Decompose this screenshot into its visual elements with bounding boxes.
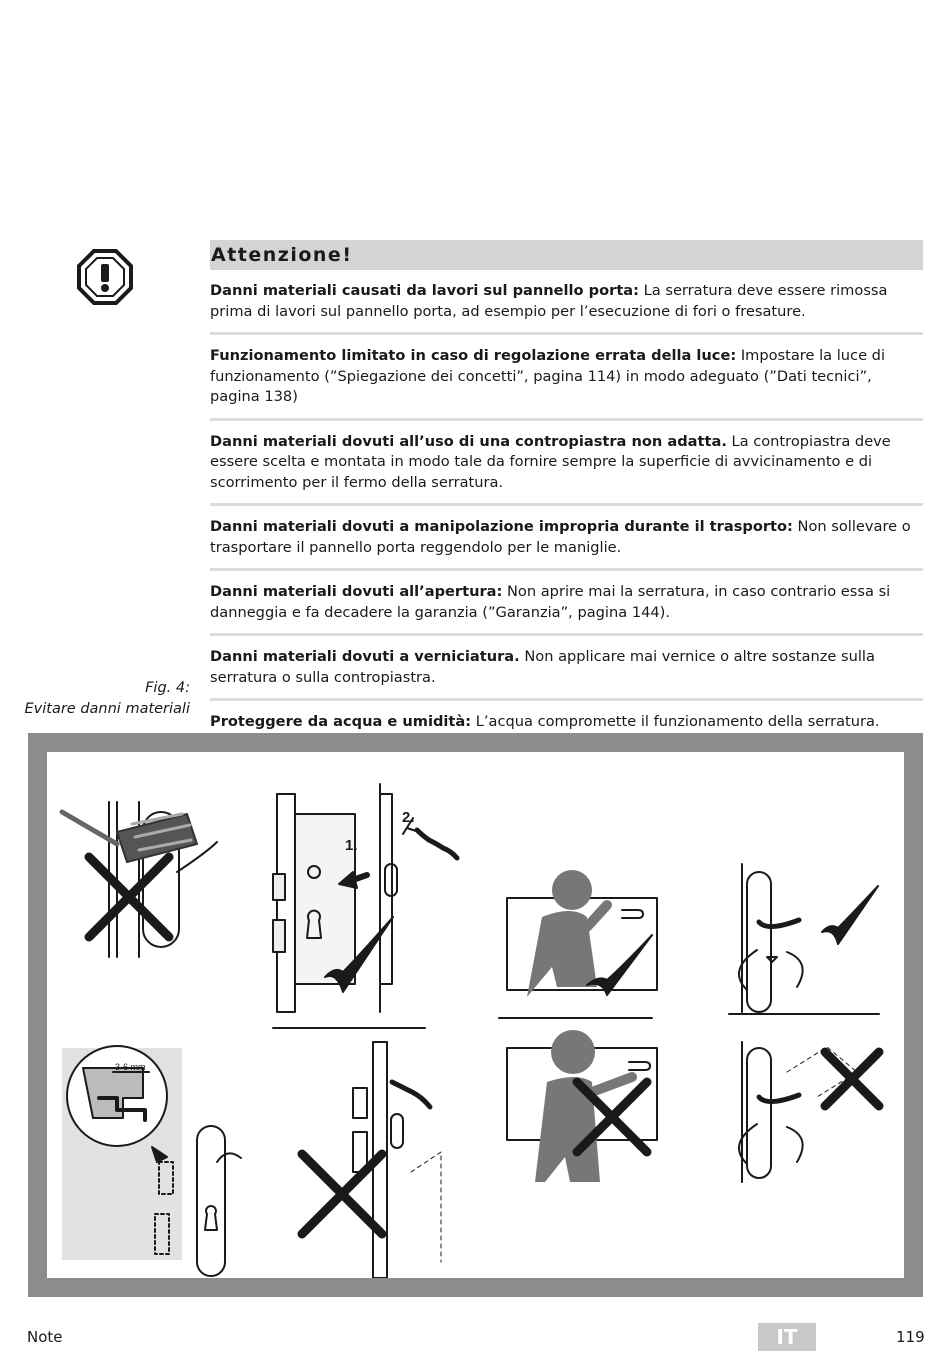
language-badge: IT: [758, 1323, 816, 1351]
warning-item-title: Funzionamento limitato in caso di regolazione errata della luce:: [210, 347, 737, 364]
step-2-label: 2.: [402, 809, 415, 826]
figure-title: Evitare danni materiali: [24, 701, 190, 717]
warning-item-title: Danni materiali dovuti all’uso di una contropiastra non adatta.: [210, 432, 727, 450]
warning-octagon-icon: [76, 248, 134, 306]
warning-item-text: Non aprire mai la serratura, in caso contrario essa si danneggia e fa decadere la garanzia (”Garanzia”, pagina 144).: [210, 583, 891, 621]
page-number: 119: [896, 1328, 925, 1346]
warning-heading: Attenzione!: [210, 240, 923, 270]
figure-caption: [0, 678, 190, 720]
gap-detail-illustration: [62, 1046, 241, 1276]
painting-prohibited-illustration: [62, 802, 217, 957]
warning-item-title: Danni materiali dovuti all’apertura:: [210, 583, 503, 600]
handle-rotation-correct-illustration: [729, 864, 879, 1014]
warning-item-text: Impostare la luce di funzionamento (”Spiegazione dei concetti”, pagina 114) in modo adeguato (”Dati tecnici”, pagina 138): [210, 347, 886, 405]
warning-item-title: Proteggere da acqua e umidità:: [210, 713, 472, 730]
warning-item: [210, 636, 923, 701]
illustration-svg: [47, 752, 904, 1278]
lock-removal-correct-illustration: [273, 784, 457, 1028]
lock-not-removed-wrong-illustration: [302, 1042, 441, 1278]
warning-item-text: La contropiastra deve essere scelta e montata in modo tale da fornire sempre la superficie di avvicinamento e di scorrimento per il fermo della serratura.: [210, 432, 891, 491]
gap-measure-label: 3-6 mm: [115, 1062, 146, 1072]
warning-item: [210, 571, 923, 636]
transport-by-handle-illustration: [499, 870, 657, 1182]
warning-item-title: Danni materiali dovuti a manipolazione impropria durante il trasporto:: [210, 518, 793, 535]
figure-number: Fig. 4:: [145, 680, 190, 696]
figure-illustration: [47, 752, 904, 1278]
warning-item: [210, 270, 923, 335]
warning-item-text: Non sollevare o trasportare il pannello porta reggendolo per le maniglie.: [210, 518, 911, 556]
footer-note: Note: [27, 1328, 63, 1346]
step-1-label: 1.: [345, 837, 358, 854]
warning-item-text: La serratura deve essere rimossa prima di lavori sul pannello porta, ad esempio per l’esecuzione di fori o fresature.: [210, 282, 888, 320]
warning-item: [210, 335, 923, 421]
handle-rotation-wrong-illustration: [739, 1042, 879, 1182]
warning-item-text: Non applicare mai vernice o altre sostanze sulla serratura o sulla contropiastra.: [210, 648, 875, 686]
warning-item: [210, 506, 923, 571]
warning-item-title: Danni materiali dovuti a verniciatura.: [210, 648, 520, 665]
warning-item: [210, 421, 923, 507]
figure-frame: [28, 733, 923, 1297]
warning-item-text: L’acqua compromette il funzionamento della serratura.: [471, 713, 880, 730]
warning-section: [210, 240, 923, 766]
warning-item-title: Danni materiali causati da lavori sul pannello porta:: [210, 282, 639, 299]
